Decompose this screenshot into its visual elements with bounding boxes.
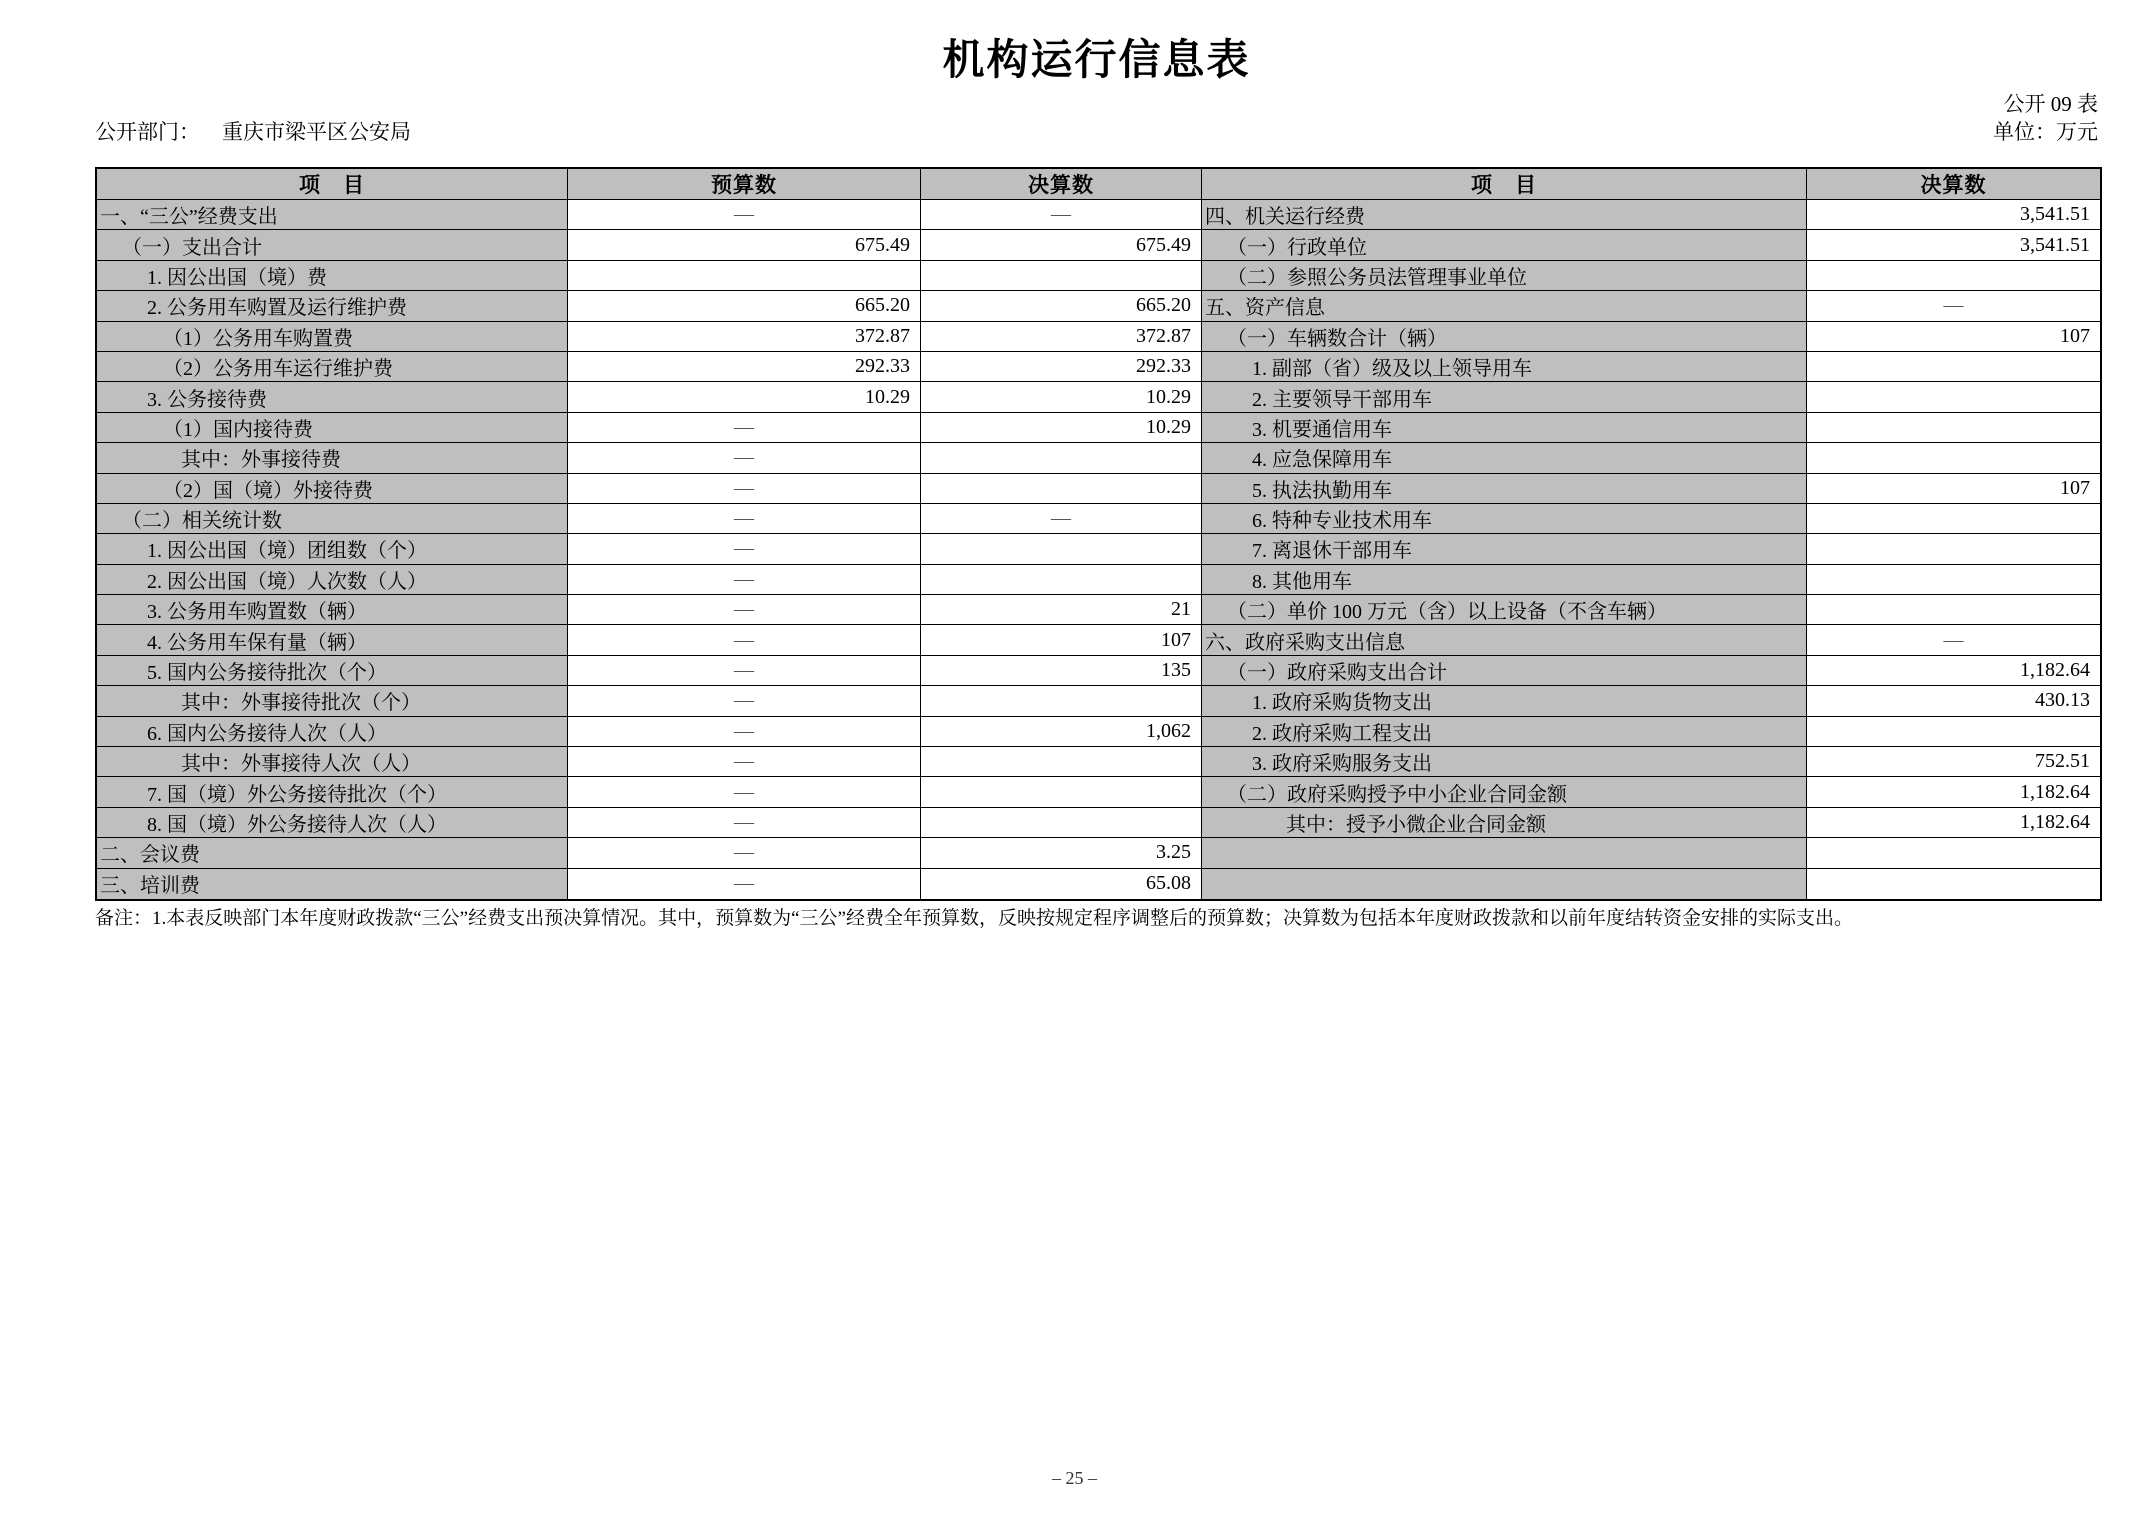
row-label-cell: 三、培训费 <box>97 869 568 899</box>
budget-value-cell: — <box>568 595 921 625</box>
row-label-cell: 4. 应急保障用车 <box>1202 443 1807 473</box>
final-value-cell: 1,182.64 <box>1807 808 2100 838</box>
row-label-cell: 7. 离退休干部用车 <box>1202 534 1807 564</box>
final-value-cell: 1,062 <box>921 717 1202 747</box>
final-value-cell: 135 <box>921 656 1202 686</box>
budget-value-cell: 292.33 <box>568 352 921 382</box>
row-label-cell: （一）政府采购支出合计 <box>1202 656 1807 686</box>
final-value-cell: — <box>921 200 1202 230</box>
page-number: – 25 – <box>1052 1468 1097 1488</box>
final-value-cell: 372.87 <box>921 322 1202 352</box>
budget-value-cell: — <box>568 534 921 564</box>
final-value-cell <box>1807 565 2100 595</box>
final-value-cell <box>921 777 1202 807</box>
budget-value-cell <box>568 261 921 291</box>
final-value-cell <box>921 534 1202 564</box>
final-value-cell <box>921 686 1202 716</box>
row-label-cell <box>1202 838 1807 868</box>
final-value-cell: 675.49 <box>921 230 1202 260</box>
row-label-cell: （二）相关统计数 <box>97 504 568 534</box>
row-label-cell: （一）支出合计 <box>97 230 568 260</box>
row-label-cell: 7. 国（境）外公务接待批次（个） <box>97 777 568 807</box>
final-value-cell: 107 <box>921 625 1202 655</box>
budget-value-cell: — <box>568 808 921 838</box>
final-value-cell: 10.29 <box>921 382 1202 412</box>
page-title: 机构运行信息表 <box>942 38 1251 84</box>
budget-value-cell: — <box>568 717 921 747</box>
row-label-cell: （1）国内接待费 <box>97 413 568 443</box>
row-label-cell: 其中：授予小微企业合同金额 <box>1202 808 1807 838</box>
final-value-cell: 107 <box>1807 322 2100 352</box>
row-label-cell: 1. 副部（省）级及以上领导用车 <box>1202 352 1807 382</box>
row-label-cell: 其中：外事接待批次（个） <box>97 686 568 716</box>
final-value-cell: 65.08 <box>921 869 1202 899</box>
row-label-cell: （2）国（境）外接待费 <box>97 474 568 504</box>
budget-value-cell: — <box>568 656 921 686</box>
final-value-cell: 3.25 <box>921 838 1202 868</box>
header-item-left: 项 目 <box>97 169 568 200</box>
final-value-cell <box>1807 261 2100 291</box>
row-label-cell: 1. 政府采购货物支出 <box>1202 686 1807 716</box>
header-item-right: 项 目 <box>1202 169 1807 200</box>
institution-table <box>95 167 2102 901</box>
row-label-cell: 四、机关运行经费 <box>1202 200 1807 230</box>
budget-value-cell: — <box>568 443 921 473</box>
final-value-cell <box>1807 443 2100 473</box>
budget-value-cell: — <box>568 565 921 595</box>
final-value-cell: 21 <box>921 595 1202 625</box>
budget-value-cell: — <box>568 777 921 807</box>
row-label-cell: 2. 因公出国（境）人次数（人） <box>97 565 568 595</box>
row-label-cell: 2. 主要领导干部用车 <box>1202 382 1807 412</box>
final-value-cell <box>1807 869 2100 899</box>
row-label-cell: （2）公务用车运行维护费 <box>97 352 568 382</box>
row-label-cell: 二、会议费 <box>97 838 568 868</box>
final-value-cell <box>921 565 1202 595</box>
row-label-cell: （二）单价 100 万元（含）以上设备（不含车辆） <box>1202 595 1807 625</box>
row-label-cell: 8. 国（境）外公务接待人次（人） <box>97 808 568 838</box>
meta-row <box>95 120 2098 145</box>
row-label-cell: 3. 机要通信用车 <box>1202 413 1807 443</box>
row-label-cell: 其中：外事接待费 <box>97 443 568 473</box>
row-label-cell: （一）行政单位 <box>1202 230 1807 260</box>
row-label-cell: 3. 政府采购服务支出 <box>1202 747 1807 777</box>
row-label-cell: （二）政府采购授予中小企业合同金额 <box>1202 777 1807 807</box>
header-final-left: 决算数 <box>921 169 1202 200</box>
final-value-cell: 3,541.51 <box>1807 200 2100 230</box>
row-label-cell: 1. 因公出国（境）费 <box>97 261 568 291</box>
final-value-cell: 10.29 <box>921 413 1202 443</box>
row-label-cell: 2. 政府采购工程支出 <box>1202 717 1807 747</box>
department-line <box>95 120 411 145</box>
final-value-cell: — <box>1807 291 2100 321</box>
row-label-cell: 8. 其他用车 <box>1202 565 1807 595</box>
final-value-cell: 107 <box>1807 474 2100 504</box>
final-value-cell: 1,182.64 <box>1807 777 2100 807</box>
final-value-cell <box>1807 717 2100 747</box>
final-value-cell <box>921 443 1202 473</box>
row-label-cell: 一、“三公”经费支出 <box>97 200 568 230</box>
final-value-cell <box>921 808 1202 838</box>
row-label-cell: 五、资产信息 <box>1202 291 1807 321</box>
budget-value-cell: 675.49 <box>568 230 921 260</box>
final-value-cell <box>1807 382 2100 412</box>
row-label-cell: 4. 公务用车保有量（辆） <box>97 625 568 655</box>
department-label: 公开部门： <box>95 120 200 144</box>
row-label-cell: 3. 公务用车购置数（辆） <box>97 595 568 625</box>
final-value-cell: 292.33 <box>921 352 1202 382</box>
final-value-cell <box>921 474 1202 504</box>
budget-value-cell: — <box>568 747 921 777</box>
row-label-cell: 1. 因公出国（境）团组数（个） <box>97 534 568 564</box>
final-value-cell <box>921 261 1202 291</box>
final-value-cell <box>1807 504 2100 534</box>
final-value-cell: 665.20 <box>921 291 1202 321</box>
final-value-cell <box>1807 413 2100 443</box>
final-value-cell: 752.51 <box>1807 747 2100 777</box>
budget-value-cell: — <box>568 625 921 655</box>
final-value-cell: 430.13 <box>1807 686 2100 716</box>
final-value-cell: — <box>921 504 1202 534</box>
final-value-cell <box>1807 352 2100 382</box>
row-label-cell: 2. 公务用车购置及运行维护费 <box>97 291 568 321</box>
row-label-cell: 5. 国内公务接待批次（个） <box>97 656 568 686</box>
row-label-cell: 3. 公务接待费 <box>97 382 568 412</box>
row-label-cell <box>1202 869 1807 899</box>
form-code: 公开 09 表 <box>2003 92 2098 116</box>
final-value-cell: 3,541.51 <box>1807 230 2100 260</box>
header-budget: 预算数 <box>568 169 921 200</box>
budget-value-cell: — <box>568 686 921 716</box>
budget-value-cell: — <box>568 869 921 899</box>
budget-value-cell: — <box>568 838 921 868</box>
final-value-cell: — <box>1807 625 2100 655</box>
budget-value-cell: 665.20 <box>568 291 921 321</box>
row-label-cell: 6. 特种专业技术用车 <box>1202 504 1807 534</box>
row-label-cell: 六、政府采购支出信息 <box>1202 625 1807 655</box>
row-label-cell: （二）参照公务员法管理事业单位 <box>1202 261 1807 291</box>
row-label-cell: 其中：外事接待人次（人） <box>97 747 568 777</box>
footnote: 备注：1.本表反映部门本年度财政拨款“三公”经费支出预决算情况。其中，预算数为“三公”经费全年预算数，反映按规定程序调整后的预算数；决算数为包括本年度财政拨款和以前年度结转资金安排的实际支出。 <box>95 908 1853 929</box>
unit-label: 单位：万元 <box>1993 120 2098 144</box>
budget-value-cell: — <box>568 413 921 443</box>
row-label-cell: 6. 国内公务接待人次（人） <box>97 717 568 747</box>
row-label-cell: （1）公务用车购置费 <box>97 322 568 352</box>
budget-value-cell: — <box>568 200 921 230</box>
row-label-cell: （一）车辆数合计（辆） <box>1202 322 1807 352</box>
final-value-cell <box>1807 838 2100 868</box>
budget-value-cell: 372.87 <box>568 322 921 352</box>
row-label-cell: 5. 执法执勤用车 <box>1202 474 1807 504</box>
budget-value-cell: 10.29 <box>568 382 921 412</box>
final-value-cell <box>1807 595 2100 625</box>
final-value-cell <box>921 747 1202 777</box>
department-name: 重庆市梁平区公安局 <box>222 120 411 144</box>
budget-value-cell: — <box>568 504 921 534</box>
final-value-cell <box>1807 534 2100 564</box>
budget-value-cell: — <box>568 474 921 504</box>
final-value-cell: 1,182.64 <box>1807 656 2100 686</box>
header-final-right: 决算数 <box>1807 169 2100 200</box>
